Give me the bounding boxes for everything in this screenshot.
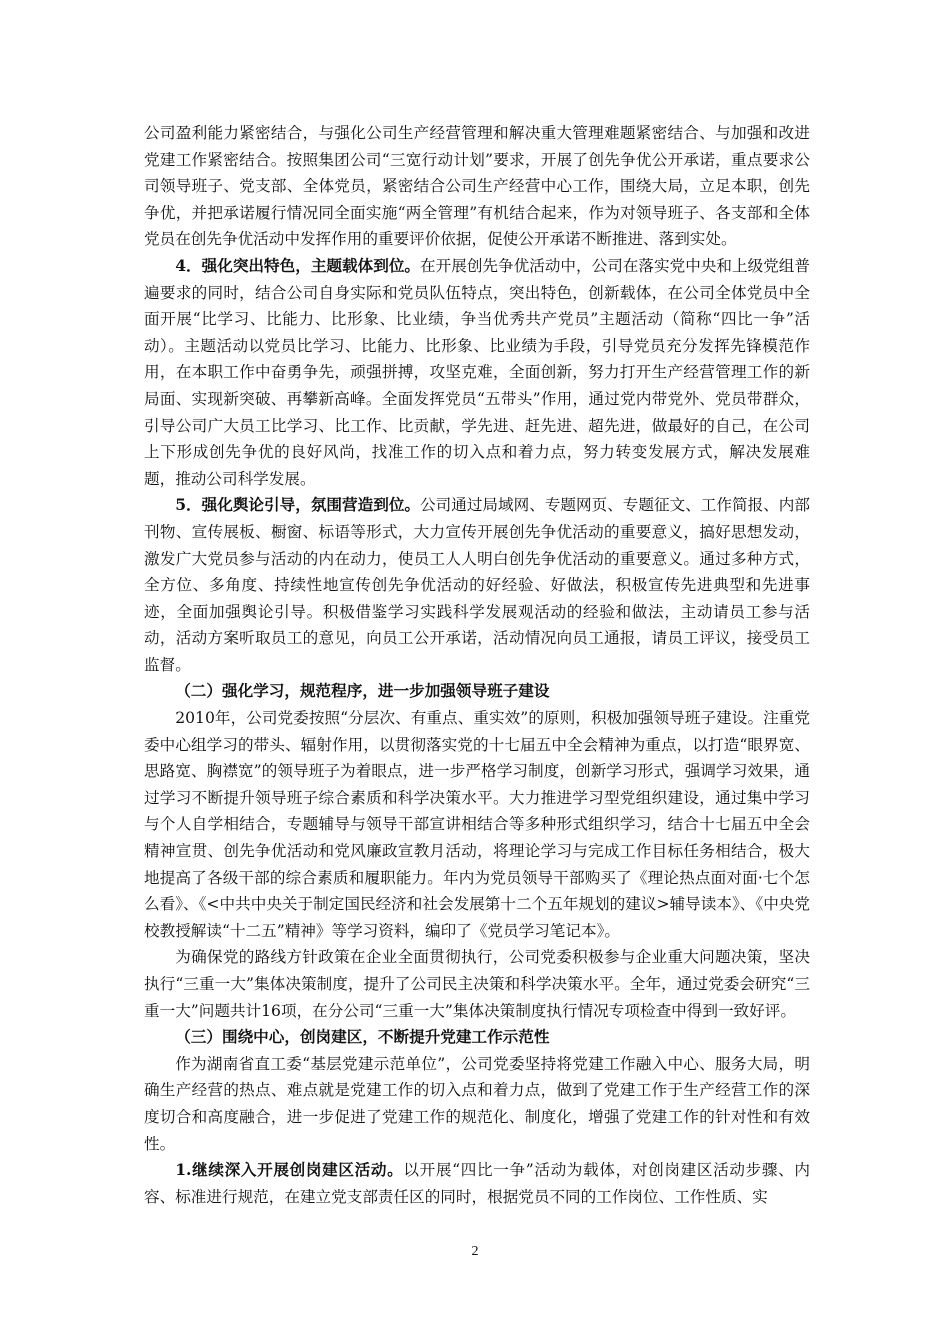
item-5-text: 公司通过局域网、专题网页、专题征文、工作简报、内部刊物、宣传展板、橱窗、标语等形式，大力宣传开展创先争优活动的重要意义，搞好思想发动，激发广大党员参与活动的内在动力，使员工人人明白创先争优活动的重要意义。通过多种方式，全方位、多角度、持续性地宣传创先争优活动的好经验、好做法，积极宣传先进典型和先进事迹，全面加强舆论引导。积极借鉴学习实践科学发展观活动的经验和做法，主动请员工参与活动，活动方案听取员工的意见，向员工公开承诺，活动情况向员工通报，请员工评议，接受员工监督。 <box>144 496 810 674</box>
item-4-paragraph <box>144 253 810 492</box>
page-number: 2 <box>471 1244 479 1259</box>
section-3-item-1-paragraph <box>144 1157 810 1210</box>
item-5-title: 5．强化舆论引导，氛围营造到位。 <box>175 495 421 515</box>
section-3-item-1-title: 1.继续深入开展创岗建区活动。 <box>175 1160 404 1180</box>
section-3-heading: （三）围绕中心，创岗建区，不断提升党建工作示范性 <box>175 1027 550 1047</box>
document-body <box>144 120 810 1210</box>
section-2-paragraph-2: 为确保党的路线方针政策在企业全面贯彻执行，公司党委积极参与企业重大问题决策，坚决执行“三重一大”集体决策制度，提升了公司民主决策和科学决策水平。全年，通过党委会研究“三重一大”问题共计16项，在分公司“三重一大”集体决策制度执行情况专项检查中得到一致好评。 <box>144 948 810 1020</box>
item-4-title: 4．强化突出特色，主题载体到位。 <box>175 255 421 275</box>
section-2-paragraph-1: 2010年，公司党委按照“分层次、有重点、重实效”的原则，积极加强领导班子建设。注重党委中心组学习的带头、辐射作用，以贯彻落实党的十七届五中全会精神为重点，以打造“眼界宽、思路宽、胸襟宽”的领导班子为着眼点，进一步严格学习制度，创新学习形式，强调学习效果，通过学习不断提升领导班子综合素质和科学决策水平。大力推进学习型党组织建设，通过集中学习与个人自学相结合，专题辅导与领导干部宣讲相结合等多种形式组织学习，结合十七届五中全会精神宣贯、创先争优活动和党风廉政宣教月活动，将理论学习与完成工作目标任务相结合，极大地提高了各级干部的综合素质和履职能力。年内为党员领导干部购买了《理论热点面对面·七个怎么看》、《<中共中央关于制定国民经济和社会发展第十二个五年规划的建议>辅导读本》、《中央党校教授解读“十二五”精神》等学习资料，编印了《党员学习笔记本》。 <box>144 709 810 940</box>
item-5-paragraph <box>144 492 810 678</box>
item-4-text: 在开展创先争优活动中，公司在落实党中央和上级党组普遍要求的同时，结合公司自身实际和党员队伍特点，突出特色，创新载体，在公司全体党员中全面开展“比学习、比能力、比形象、比业绩，争当优秀共产党员”主题活动（简称“四比一争”活动）。主题活动以党员比学习、比能力、比形象、比业绩为手段，引导党员充分发挥先锋模范作用，在本职工作中奋勇争先，顽强拼搏，攻坚克难，全面创新，努力打开生产经营管理工作的新局面、实现新突破、再攀新高峰。全面发挥党员“五带头”作用，通过党内带党外、党员带群众，引导公司广大员工比学习、比工作、比贡献，学先进、赶先进、超先进，做最好的自己，在公司上下形成创先争优的良好风尚，找准工作的切入点和着力点，努力转变发展方式，解决发展难题，推动公司科学发展。 <box>144 256 810 488</box>
section-3-paragraph-1: 作为湖南省直工委“基层党建示范单位”，公司党委坚持将党建工作融入中心、服务大局，明确生产经营的热点、难点就是党建工作的切入点和着力点，做到了党建工作于生产经营工作的深度切合和高度融合，进一步促进了党建工作的规范化、制度化，增强了党建工作的针对性和有效性。 <box>144 1054 810 1153</box>
section-3-item-1-text: 以开展“四比一争”活动为载体，对创岗建区活动步骤、内容、标准进行规范，在建立党支部责任区的同时，根据党员不同的工作岗位、工作性质、实 <box>144 1161 811 1206</box>
paragraph-continued: 公司盈利能力紧密结合，与强化公司生产经营管理和解决重大管理难题紧密结合、与加强和改进党建工作紧密结合。按照集团公司“三宽行动计划”要求，开展了创先争优公开承诺，重点要求公司领导班子、党支部、全体党员，紧密结合公司生产经营中心工作，围绕大局，立足本职，创先争优，并把承诺履行情况同全面实施“两全管理”有机结合起来，作为对领导班子、各支部和全体党员在创先争优活动中发挥作用的重要评价依据，促使公开承诺不断推进、落到实处。 <box>144 124 810 249</box>
section-2-heading: （二）强化学习，规范程序，进一步加强领导班子建设 <box>175 681 550 701</box>
